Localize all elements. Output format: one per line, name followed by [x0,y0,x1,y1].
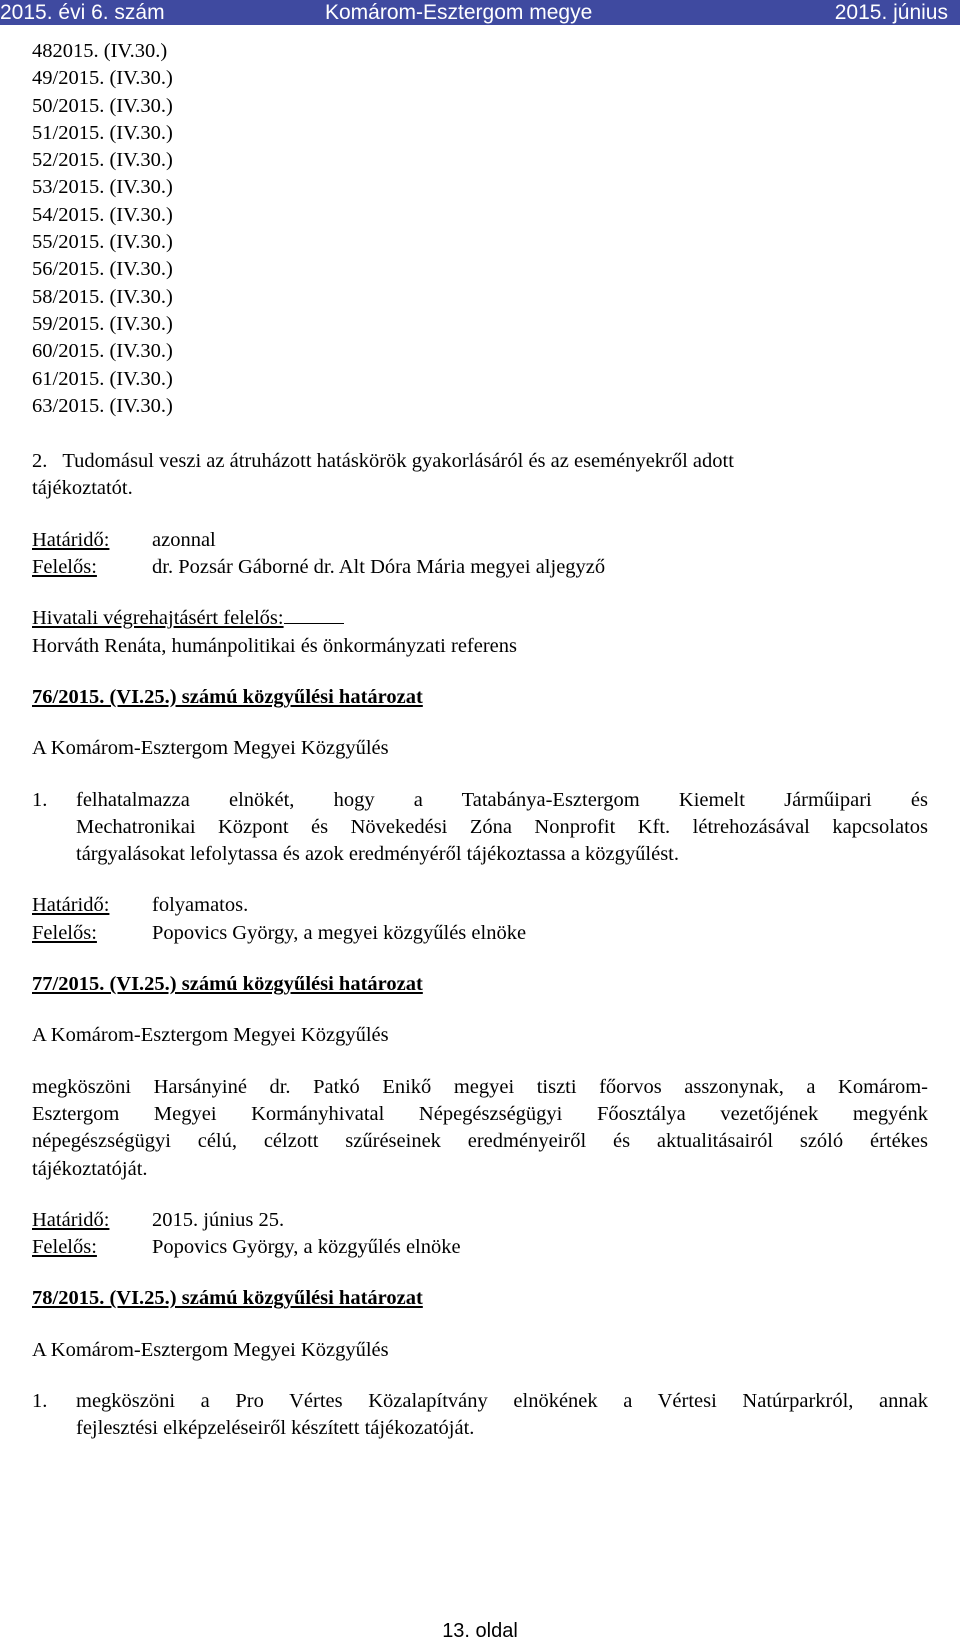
list-item: 54/2015. (IV.30.) [32,203,173,226]
item-line: Mechatronikai Központ és Növekedési Zóna Nonprofit Kft. létrehozásával kapcsolatos [76,815,928,838]
item-number: 1. [32,1389,48,1412]
paragraph-line: népegészségügyi célú, célzott szűréseinek eredményeiről és aktualitásairól szóló értékes [32,1130,928,1153]
page-number: 13. oldal [442,1620,518,1642]
list-item: 58/2015. (IV.30.) [32,285,173,308]
list-item: 60/2015. (IV.30.) [32,340,173,363]
paragraph-line: tájékoztatóját. [32,1157,148,1180]
assembly-name: A Komárom-Esztergom Megyei Közgyűlés [32,737,389,760]
county-name: Komárom-Esztergom megye [325,1,593,24]
item-line: megköszöni a Pro Vértes Közalapítvány elnökének a Vértesi Natúrparkról, annak [76,1389,928,1412]
assembly-name: A Komárom-Esztergom Megyei Közgyűlés [32,1338,389,1361]
deadline-row [32,527,928,554]
deadline-value: 2015. június 25. [152,1208,285,1231]
responsible-row [32,554,928,581]
list-item: 56/2015. (IV.30.) [32,258,173,281]
resolution-77-text [32,1074,928,1183]
list-item: 53/2015. (IV.30.) [32,176,173,199]
resolution-title-76: 76/2015. (VI.25.) számú közgyűlési határozat [32,685,423,708]
responsible-label: Felelős: [32,556,97,579]
resolution-title-77: 77/2015. (VI.25.) számú közgyűlési határozat [32,973,423,996]
list-item: 61/2015. (IV.30.) [32,367,173,390]
responsible-value: Popovics György, a megyei közgyűlés elnöke [152,921,527,944]
office-responsible-label: Hivatali végrehajtásért felelős: [32,605,928,632]
deadline-value: folyamatos. [152,894,249,917]
deadline-label: Határidő: [32,894,110,917]
item-2-line: tájékoztatót. [32,477,133,500]
document-body [32,38,928,1443]
responsible-value: Popovics György, a közgyűlés elnöke [152,1236,461,1259]
deadline-row [32,892,928,919]
list-item: 50/2015. (IV.30.) [32,94,173,117]
issue-number: 2015. évi 6. szám [0,1,165,24]
item-line: fejlesztési elképzeléseiről készített tájékozatóját. [76,1417,475,1440]
paragraph-line: megköszöni Harsányiné dr. Patkó Enikő megyei tiszti főorvos asszonynak, a Komárom- [32,1075,928,1098]
item-line: tárgyalásokat lefolytassa és azok eredményéről tájékoztassa a közgyűlést. [76,843,679,866]
list-item: 63/2015. (IV.30.) [32,394,173,417]
item-number: 1. [32,788,48,811]
list-item: 59/2015. (IV.30.) [32,312,173,335]
assembly-name: A Komárom-Esztergom Megyei Közgyűlés [32,1024,389,1047]
resolution-78-item [32,1388,928,1443]
deadline-label: Határidő: [32,1208,110,1231]
list-item: 482015. (IV.30.) [32,40,168,62]
resolution-76-item [32,787,928,869]
deadline-value: azonnal [152,528,216,551]
paragraph-line: Esztergom Megyei Kormányhivatal Népegészségügyi Főosztálya vezetőjének megyénk [32,1102,928,1125]
issue-date: 2015. június [834,1,948,24]
list-item: 49/2015. (IV.30.) [32,67,173,90]
item-2 [32,448,928,503]
responsible-label: Felelős: [32,921,97,944]
resolution-list [32,38,928,420]
responsible-value: dr. Pozsár Gáborné dr. Alt Dóra Mária megyei aljegyző [152,556,606,579]
item-2-line: 2. Tudomásul veszi az átruházott hatáskörök gyakorlásáról és az eseményekről adott [32,450,734,473]
responsible-row [32,1234,928,1261]
responsible-row [32,920,928,947]
responsible-label: Felelős: [32,1236,97,1259]
deadline-row [32,1207,928,1234]
deadline-label: Határidő: [32,528,110,551]
resolution-title-78: 78/2015. (VI.25.) számú közgyűlési határozat [32,1287,423,1310]
office-responsible-value: Horváth Renáta, humánpolitikai és önkormányzati referens [32,634,518,657]
list-item: 55/2015. (IV.30.) [32,231,173,254]
list-item: 51/2015. (IV.30.) [32,121,173,144]
item-line: felhatalmazza elnökét, hogy a Tatabánya-Esztergom Kiemelt Járműipari és [76,788,928,811]
page-header [0,0,960,25]
list-item: 52/2015. (IV.30.) [32,149,173,172]
